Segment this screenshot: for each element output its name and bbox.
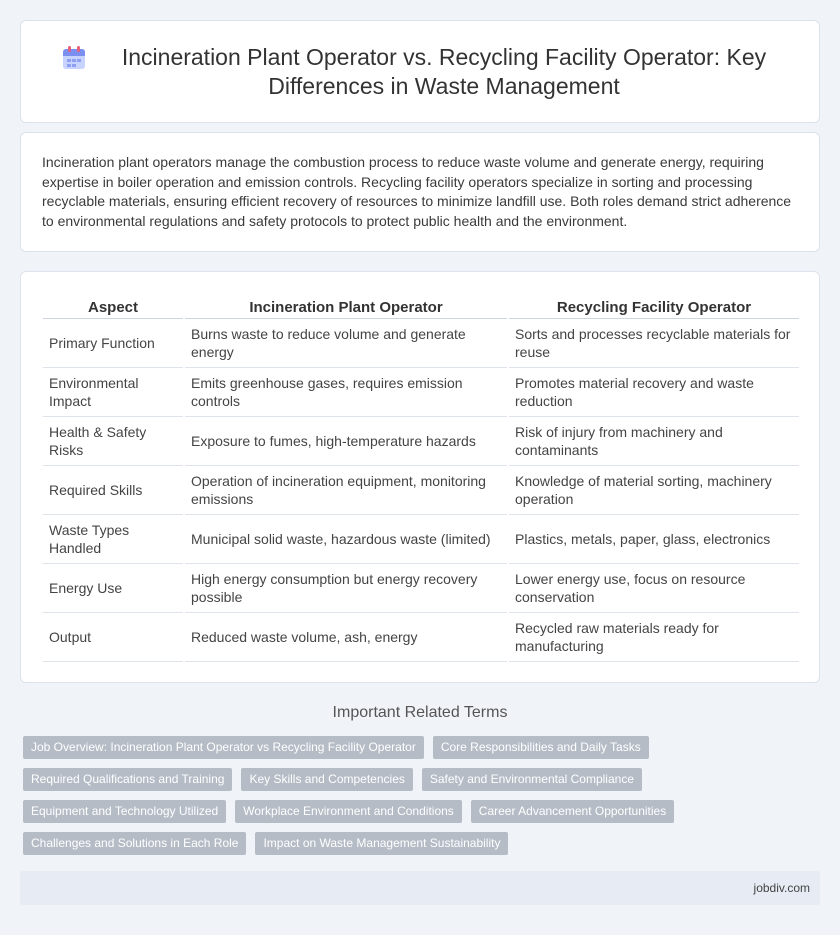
related-term-tag[interactable]: Key Skills and Competencies [241,768,412,791]
table-row [43,319,799,368]
cell-incineration: Municipal solid waste, hazardous waste (limited) [185,515,507,564]
page-title: Incineration Plant Operator vs. Recycling Facility Operator: Key Differences in Waste Management [121,43,767,99]
table-header-row [43,293,799,319]
cell-recycling: Sorts and processes recyclable materials for reuse [509,319,799,368]
cell-incineration: Burns waste to reduce volume and generate energy [185,319,507,368]
cell-aspect: Health & Safety Risks [43,417,183,466]
cell-recycling: Risk of injury from machinery and contaminants [509,417,799,466]
related-term-tag[interactable]: Career Advancement Opportunities [471,800,674,823]
intro-card [20,132,820,252]
header-incineration: Incineration Plant Operator [185,293,507,319]
footer [20,871,820,905]
table-row [43,515,799,564]
related-term-tag[interactable]: Impact on Waste Management Sustainability [255,832,508,855]
cell-incineration: Operation of incineration equipment, monitoring emissions [185,466,507,515]
intro-paragraph: Incineration plant operators manage the combustion process to reduce waste volume and generate energy, requiring expertise in boiler operation and emission controls. Recycling facility operators specialize in sorting and processing recyclable materials, ensuring efficient recovery of resources to minimize landfill use. Both roles demand strict adherence to environmental regulations and safety protocols to protect public health and the environment. [42,154,792,229]
related-terms-tags [23,736,823,855]
header-recycling: Recycling Facility Operator [509,293,799,319]
related-terms-heading: Important Related Terms [332,704,508,721]
table-row [43,613,799,662]
table-row [43,466,799,515]
related-term-tag[interactable]: Equipment and Technology Utilized [23,800,226,823]
cell-aspect: Primary Function [43,319,183,368]
related-term-tag[interactable]: Safety and Environmental Compliance [422,768,642,791]
cell-incineration: Exposure to fumes, high-temperature hazards [185,417,507,466]
comparison-table [41,293,801,662]
table-row [43,368,799,417]
cell-recycling: Lower energy use, focus on resource conservation [509,564,799,613]
related-term-tag[interactable]: Workplace Environment and Conditions [235,800,462,823]
cell-aspect: Environmental Impact [43,368,183,417]
cell-aspect: Required Skills [43,466,183,515]
related-term-tag[interactable]: Challenges and Solutions in Each Role [23,832,246,855]
cell-aspect: Output [43,613,183,662]
footer-site-link[interactable]: jobdiv.com [753,881,810,895]
cell-recycling: Promotes material recovery and waste reduction [509,368,799,417]
cell-recycling: Plastics, metals, paper, glass, electronics [509,515,799,564]
cell-recycling: Knowledge of material sorting, machinery operation [509,466,799,515]
related-term-tag[interactable]: Required Qualifications and Training [23,768,232,791]
cell-recycling: Recycled raw materials ready for manufacturing [509,613,799,662]
comparison-card [20,271,820,683]
cell-incineration: Reduced waste volume, ash, energy [185,613,507,662]
calendar-icon [61,45,87,71]
cell-incineration: High energy consumption but energy recovery possible [185,564,507,613]
related-term-tag[interactable]: Core Responsibilities and Daily Tasks [433,736,649,759]
header-aspect: Aspect [43,293,183,319]
header-card [20,20,820,123]
related-term-tag[interactable]: Job Overview: Incineration Plant Operator vs Recycling Facility Operator [23,736,424,759]
cell-aspect: Energy Use [43,564,183,613]
cell-aspect: Waste Types Handled [43,515,183,564]
table-row [43,417,799,466]
cell-incineration: Emits greenhouse gases, requires emission controls [185,368,507,417]
table-row [43,564,799,613]
